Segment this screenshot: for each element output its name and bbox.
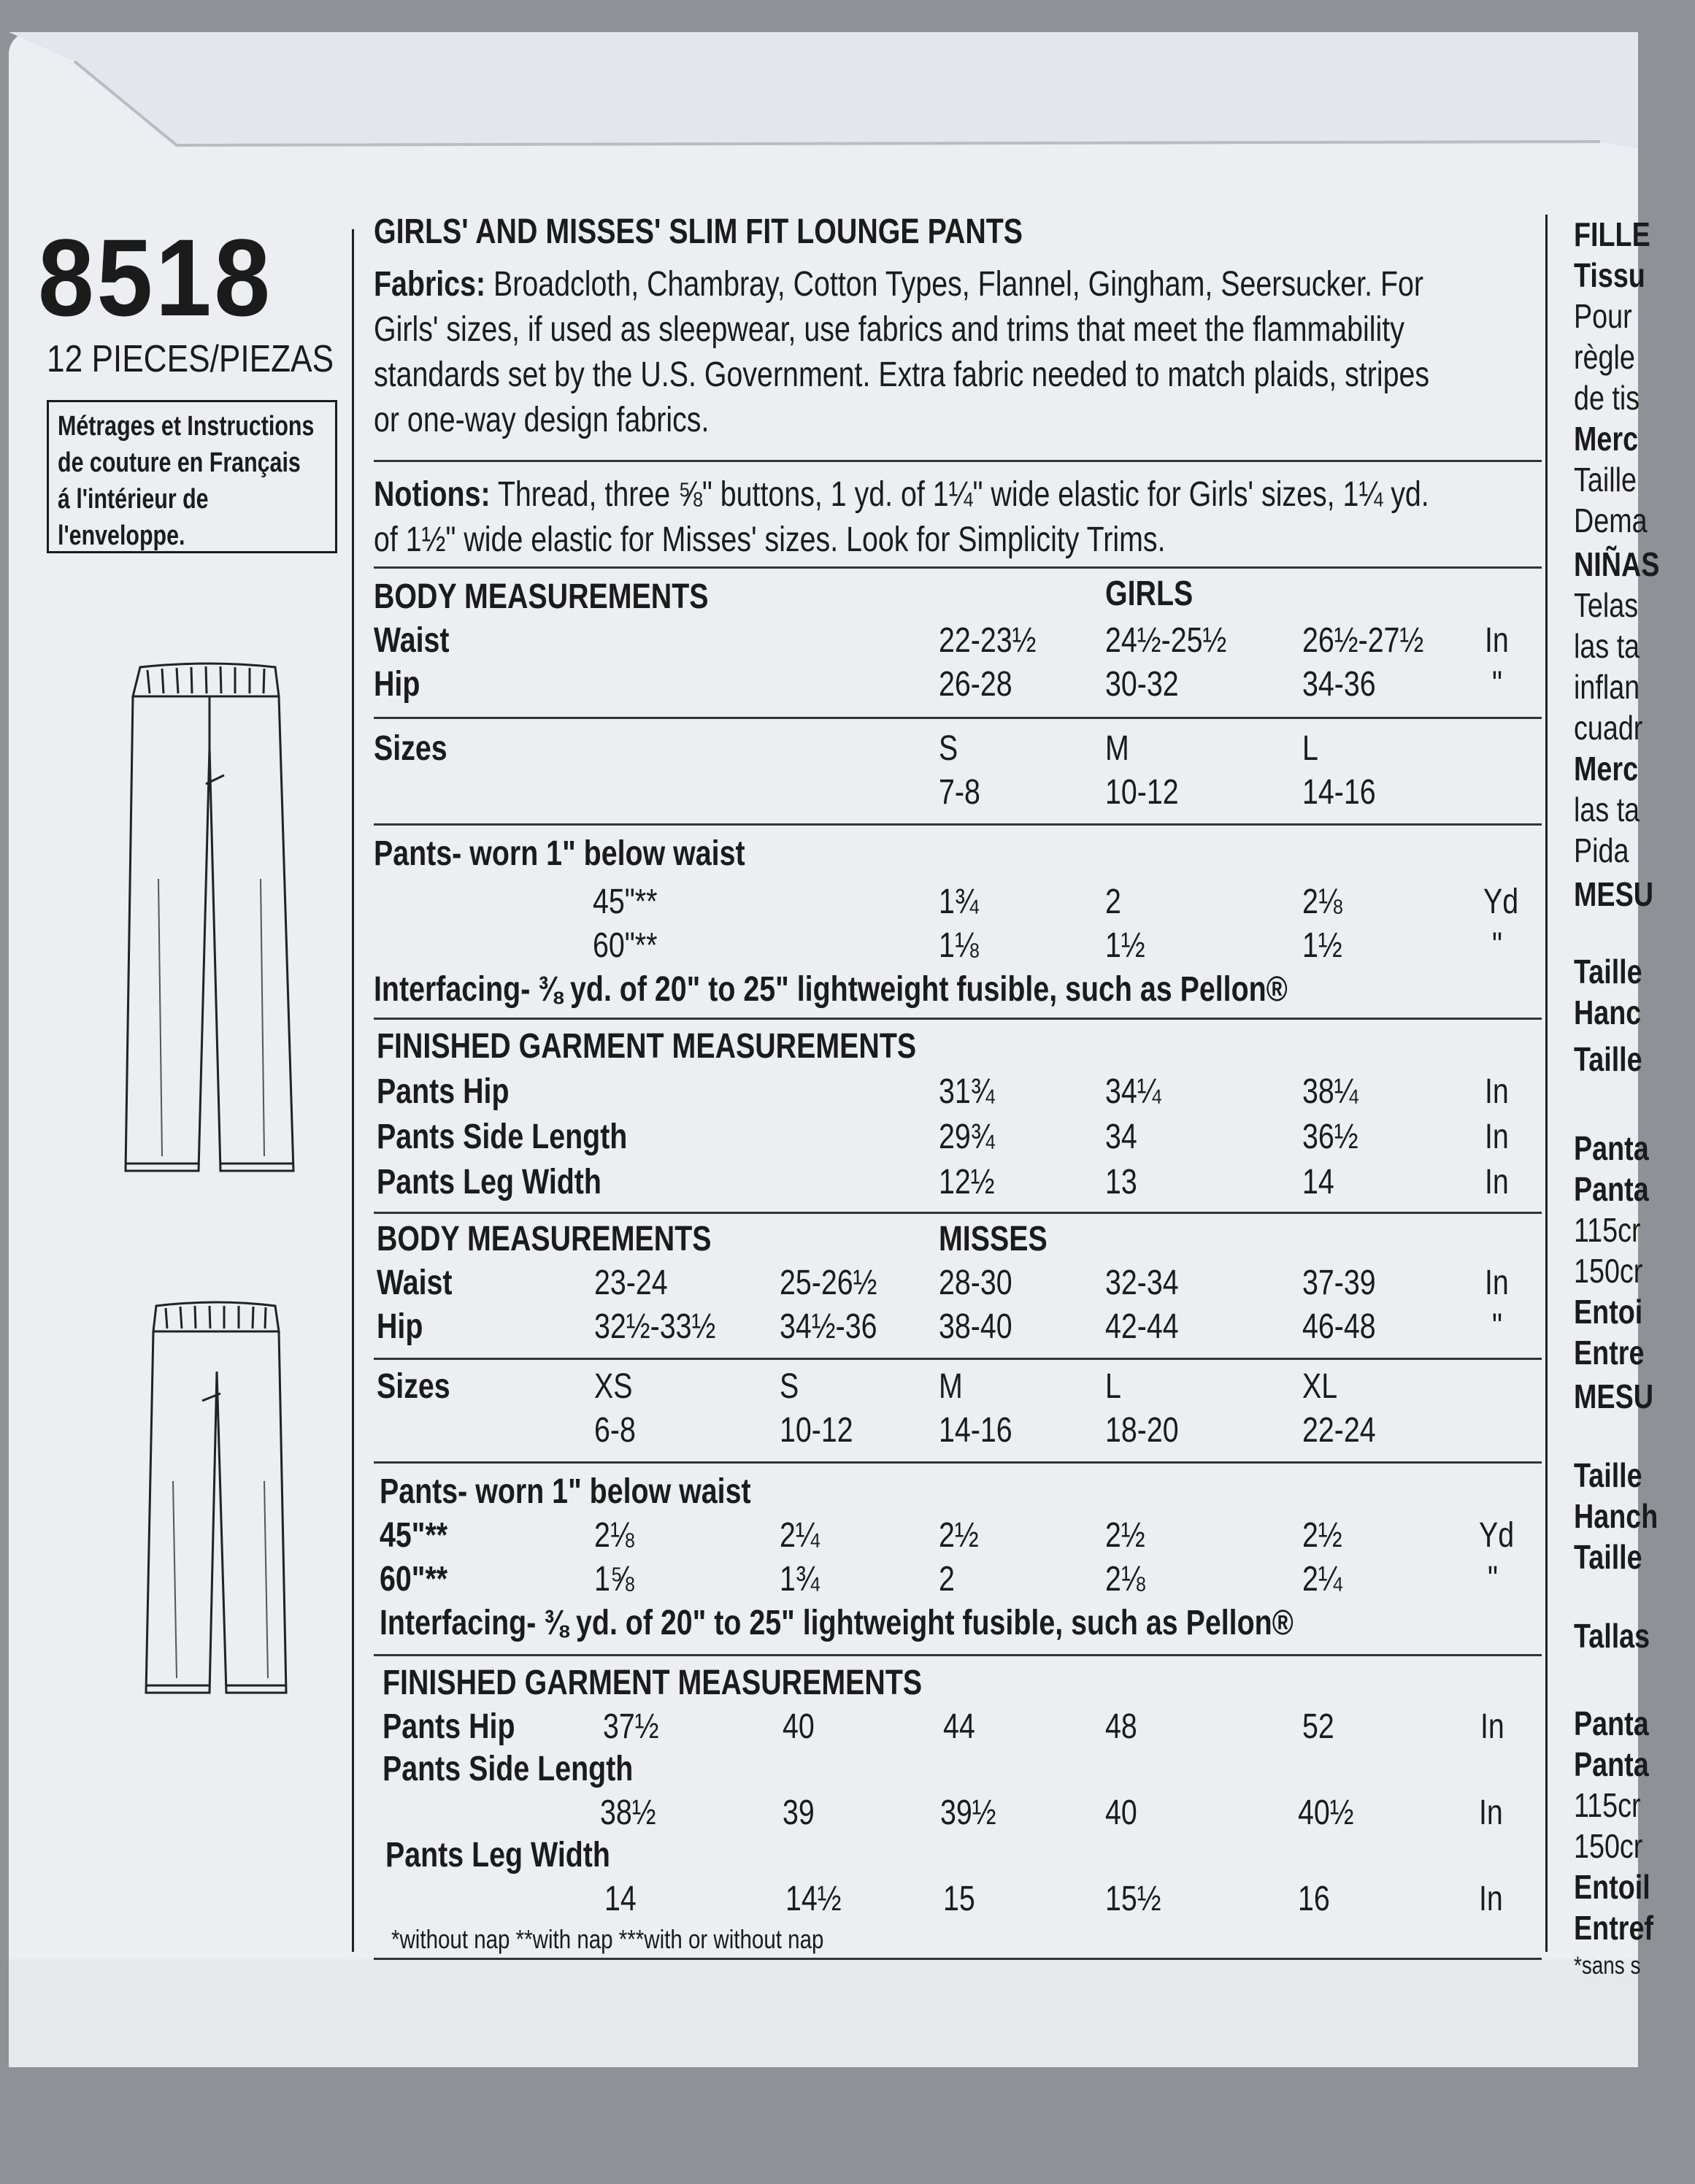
right-col-text: MESU (1574, 875, 1653, 913)
misses-45-cell: 2½ (1302, 1516, 1342, 1555)
misses-leg-width-cell: 16 (1298, 1880, 1330, 1918)
misses-45-cell: 2⅛ (594, 1516, 634, 1555)
right-col-text: las ta (1574, 627, 1640, 665)
misses-size-number: 14-16 (939, 1411, 1012, 1450)
misses-60-cell: 1⅝ (594, 1560, 634, 1599)
right-col-text: 115cr (1574, 1786, 1641, 1824)
misses-size: L (1105, 1367, 1121, 1406)
girls-45-unit: Yd (1483, 883, 1519, 921)
misses-size-number: 18-20 (1105, 1411, 1179, 1450)
right-col-text: Taille (1574, 1040, 1642, 1078)
misses-width-45-label: 45"** (380, 1516, 448, 1555)
right-col-text: Dema (1574, 501, 1648, 539)
right-col-text: 150cr (1574, 1252, 1643, 1290)
right-col-text: Telas (1574, 586, 1639, 624)
right-col-text: Hanch (1574, 1497, 1659, 1535)
divider (374, 1358, 1542, 1360)
girls-pants-hip-unit: In (1485, 1072, 1509, 1111)
notions-line (374, 474, 1429, 515)
girls-leg-width-label: Pants Leg Width (377, 1163, 601, 1201)
girls-pants-hip-cell: 31¾ (939, 1072, 995, 1111)
misses-waist-cell: 25-26½ (780, 1264, 877, 1302)
right-col-text: Panta (1574, 1170, 1649, 1208)
misses-waist-unit: In (1485, 1264, 1509, 1302)
misses-size: M (939, 1367, 963, 1406)
pattern-number: 8518 (38, 216, 273, 339)
right-col-text: Pida (1574, 831, 1629, 869)
girls-60-unit: " (1492, 926, 1502, 965)
right-col-text: Entre (1574, 1334, 1645, 1372)
right-col-text: Tallas (1574, 1617, 1650, 1655)
right-col-text: NIÑAS (1574, 545, 1660, 583)
misses-side-length-cell: 40 (1105, 1793, 1137, 1832)
notions-text: Thread, three ⅝" buttons, 1 yd. of 1¼" wide elastic for Girls' sizes, 1¼ yd. (490, 475, 1429, 514)
column-divider (352, 229, 354, 1952)
right-col-text: Taille (1574, 953, 1642, 991)
fabrics-line (374, 264, 1423, 304)
right-col-text: règle (1574, 338, 1635, 376)
french-note-line: Métrages et Instructions (58, 411, 315, 442)
misses-waist-cell: 28-30 (939, 1264, 1012, 1302)
girls-body-heading: BODY MEASUREMENTS (374, 577, 709, 616)
misses-45-unit: Yd (1479, 1516, 1515, 1555)
girls-width-45-label: 45"** (593, 883, 658, 921)
misses-waist-cell: 32-34 (1105, 1264, 1179, 1302)
misses-group-label: MISSES (939, 1220, 1048, 1258)
divider (374, 717, 1542, 719)
misses-size-number: 22-24 (1302, 1411, 1376, 1450)
girls-interfacing: Interfacing- ⅜ yd. of 20" to 25" lightweight fusible, such as Pellon® (374, 970, 1288, 1009)
misses-45-cell: 2½ (939, 1516, 979, 1555)
right-col-text: Entref (1574, 1909, 1653, 1947)
right-col-text: Taille (1574, 461, 1637, 499)
girls-hip-cell: 26-28 (939, 665, 1012, 704)
misses-side-length-cell: 38½ (600, 1793, 656, 1832)
girls-pants-hip-label: Pants Hip (377, 1072, 510, 1111)
girls-pants-label: Pants- worn 1" below waist (374, 834, 745, 873)
divider (374, 460, 1542, 462)
misses-pants-hip-cell: 48 (1105, 1707, 1137, 1746)
right-col-text: Taille (1574, 1456, 1642, 1494)
misses-size: XL (1302, 1367, 1338, 1406)
right-col-text: MESU (1574, 1377, 1653, 1415)
right-col-text: Entoil (1574, 1868, 1650, 1906)
fabrics-line: Girls' sizes, if used as sleepwear, use fabrics and trims that meet the flammability (374, 310, 1404, 349)
misses-60-cell: 2 (939, 1560, 955, 1599)
fabrics-label: Fabrics: (374, 265, 486, 304)
envelope-flap (9, 32, 1638, 149)
misses-leg-width-cell: 15 (943, 1880, 975, 1918)
right-col-text: 150cr (1574, 1827, 1643, 1865)
girls-hip-cell: 34-36 (1302, 665, 1376, 704)
girls-pants-hip-cell: 34¼ (1105, 1072, 1161, 1111)
divider (374, 823, 1542, 826)
right-col-text: Entoi (1574, 1293, 1643, 1331)
divider (374, 1654, 1542, 1656)
girls-leg-width-cell: 14 (1302, 1163, 1334, 1201)
girls-size-number: 14-16 (1302, 773, 1376, 812)
right-col-text: Merc (1574, 420, 1639, 458)
pants-drawing-girls (118, 660, 301, 1185)
girls-60-cell: 1⅛ (939, 926, 979, 965)
girls-group-label: GIRLS (1105, 574, 1194, 613)
right-col-text: cuadr (1574, 709, 1643, 747)
right-col-text: Panta (1574, 1704, 1649, 1742)
divider (374, 1212, 1542, 1214)
pants-drawing-misses (140, 1299, 293, 1707)
misses-pants-label: Pants- worn 1" below waist (380, 1472, 751, 1511)
misses-45-cell: 2½ (1105, 1516, 1145, 1555)
envelope-bottom-flap (9, 1959, 1638, 2067)
pieces-count: 12 PIECES/PIEZAS (47, 338, 334, 380)
girls-45-cell: 2 (1105, 883, 1121, 921)
misses-side-length-cell: 39½ (940, 1793, 996, 1832)
french-instructions-note (47, 400, 337, 553)
right-col-text: Merc (1574, 750, 1639, 788)
right-col-text: *sans s (1574, 1952, 1641, 1980)
misses-leg-width-cell: 14 (604, 1880, 637, 1918)
french-note-line: l'enveloppe. (58, 520, 185, 551)
right-col-text: 115cr (1574, 1211, 1641, 1249)
girls-size-number: 10-12 (1105, 773, 1179, 812)
misses-size: S (780, 1367, 799, 1406)
misses-leg-width-cell: 15½ (1105, 1880, 1161, 1918)
girls-side-length-cell: 36½ (1302, 1118, 1358, 1156)
misses-pants-hip-cell: 52 (1302, 1707, 1334, 1746)
french-note-line: de couture en Français (58, 447, 301, 478)
right-col-text: inflan (1574, 668, 1640, 706)
girls-waist-cell: 24½-25½ (1105, 621, 1227, 660)
girls-hip-cell: 30-32 (1105, 665, 1179, 704)
notions-line: of 1½" wide elastic for Misses' sizes. Look for Simplicity Trims. (374, 520, 1166, 559)
girls-45-cell: 2⅛ (1302, 883, 1342, 921)
misses-width-60-label: 60"** (380, 1560, 448, 1599)
misses-hip-cell: 42-44 (1105, 1307, 1179, 1346)
girls-sizes-label: Sizes (374, 729, 447, 768)
misses-side-length-label: Pants Side Length (383, 1750, 634, 1788)
misses-pants-hip-unit: In (1480, 1707, 1504, 1746)
girls-side-length-cell: 29¾ (939, 1118, 995, 1156)
right-col-text: Hanc (1574, 993, 1642, 1031)
misses-pants-hip-label: Pants Hip (383, 1707, 515, 1746)
misses-leg-width-cell: 14½ (785, 1880, 842, 1918)
misses-pants-hip-cell: 37½ (603, 1707, 659, 1746)
girls-60-cell: 1½ (1302, 926, 1342, 965)
misses-pants-hip-cell: 44 (943, 1707, 975, 1746)
right-col-text: FILLE (1574, 215, 1650, 253)
notions-label: Notions: (374, 475, 491, 514)
girls-waist-label: Waist (374, 621, 450, 660)
nap-footnote: *without nap **with nap ***with or without nap (391, 1924, 824, 1954)
divider (374, 1461, 1542, 1464)
girls-leg-width-unit: In (1485, 1163, 1509, 1201)
misses-60-cell: 1¾ (780, 1560, 820, 1599)
divider (374, 566, 1542, 569)
misses-60-cell: 2⅛ (1105, 1560, 1145, 1599)
right-col-text: Tissu (1574, 256, 1645, 294)
misses-body-heading: BODY MEASUREMENTS (377, 1220, 712, 1258)
misses-leg-width-label: Pants Leg Width (385, 1836, 610, 1875)
divider (374, 1958, 1542, 1960)
girls-side-length-label: Pants Side Length (377, 1118, 628, 1156)
girls-45-cell: 1¾ (939, 883, 979, 921)
girls-side-length-unit: In (1485, 1118, 1509, 1156)
misses-size-number: 10-12 (780, 1411, 853, 1450)
misses-60-unit: " (1488, 1560, 1498, 1599)
misses-hip-label: Hip (377, 1307, 423, 1346)
girls-size: L (1302, 729, 1318, 768)
right-col-text: de tis (1574, 379, 1640, 417)
misses-interfacing: Interfacing- ⅜ yd. of 20" to 25" lightweight fusible, such as Pellon® (380, 1604, 1294, 1642)
girls-size-number: 7-8 (939, 773, 980, 812)
misses-size: XS (594, 1367, 633, 1406)
misses-60-cell: 2¼ (1302, 1560, 1342, 1599)
girls-hip-unit: " (1492, 665, 1502, 704)
girls-waist-cell: 22-23½ (939, 621, 1037, 660)
misses-hip-cell: 34½-36 (780, 1307, 877, 1346)
misses-hip-cell: 38-40 (939, 1307, 1012, 1346)
girls-60-cell: 1½ (1105, 926, 1145, 965)
misses-hip-unit: " (1492, 1307, 1502, 1346)
misses-pants-hip-cell: 40 (783, 1707, 815, 1746)
misses-side-length-unit: In (1479, 1793, 1503, 1832)
pattern-title: GIRLS' AND MISSES' SLIM FIT LOUNGE PANTS (374, 212, 1023, 251)
misses-sizes-label: Sizes (377, 1367, 450, 1406)
girls-leg-width-cell: 12½ (939, 1163, 995, 1201)
right-col-text: las ta (1574, 791, 1640, 828)
right-col-text: Taille (1574, 1538, 1642, 1576)
misses-side-length-cell: 39 (783, 1793, 815, 1832)
misses-size-number: 6-8 (594, 1411, 636, 1450)
right-col-text: Panta (1574, 1129, 1649, 1167)
girls-hip-label: Hip (374, 665, 420, 704)
girls-width-60-label: 60"** (593, 926, 658, 965)
misses-leg-width-unit: In (1479, 1880, 1503, 1918)
divider (374, 1018, 1542, 1020)
girls-leg-width-cell: 13 (1105, 1163, 1137, 1201)
fabrics-line: or one-way design fabrics. (374, 401, 710, 439)
misses-waist-label: Waist (377, 1264, 453, 1302)
column-divider (1545, 215, 1548, 1952)
right-col-text: Pour (1574, 297, 1632, 335)
misses-finished-heading: FINISHED GARMENT MEASUREMENTS (383, 1664, 923, 1702)
fabrics-text: Broadcloth, Chambray, Cotton Types, Flannel, Gingham, Seersucker. For (485, 265, 1424, 304)
girls-waist-unit: In (1485, 621, 1509, 660)
girls-finished-heading: FINISHED GARMENT MEASUREMENTS (377, 1027, 917, 1066)
misses-hip-cell: 46-48 (1302, 1307, 1376, 1346)
girls-pants-hip-cell: 38¼ (1302, 1072, 1358, 1111)
french-note-line: á l'intérieur de (58, 484, 209, 515)
misses-side-length-cell: 40½ (1298, 1793, 1354, 1832)
girls-size: M (1105, 729, 1129, 768)
fabrics-line: standards set by the U.S. Government. Extra fabric needed to match plaids, stripes (374, 355, 1430, 394)
misses-waist-cell: 37-39 (1302, 1264, 1376, 1302)
girls-size: S (939, 729, 958, 768)
right-col-text: Panta (1574, 1745, 1649, 1783)
girls-waist-cell: 26½-27½ (1302, 621, 1424, 660)
misses-45-cell: 2¼ (780, 1516, 820, 1555)
misses-hip-cell: 32½-33½ (594, 1307, 716, 1346)
girls-side-length-cell: 34 (1105, 1118, 1137, 1156)
pattern-envelope (9, 32, 1660, 2067)
misses-waist-cell: 23-24 (594, 1264, 668, 1302)
